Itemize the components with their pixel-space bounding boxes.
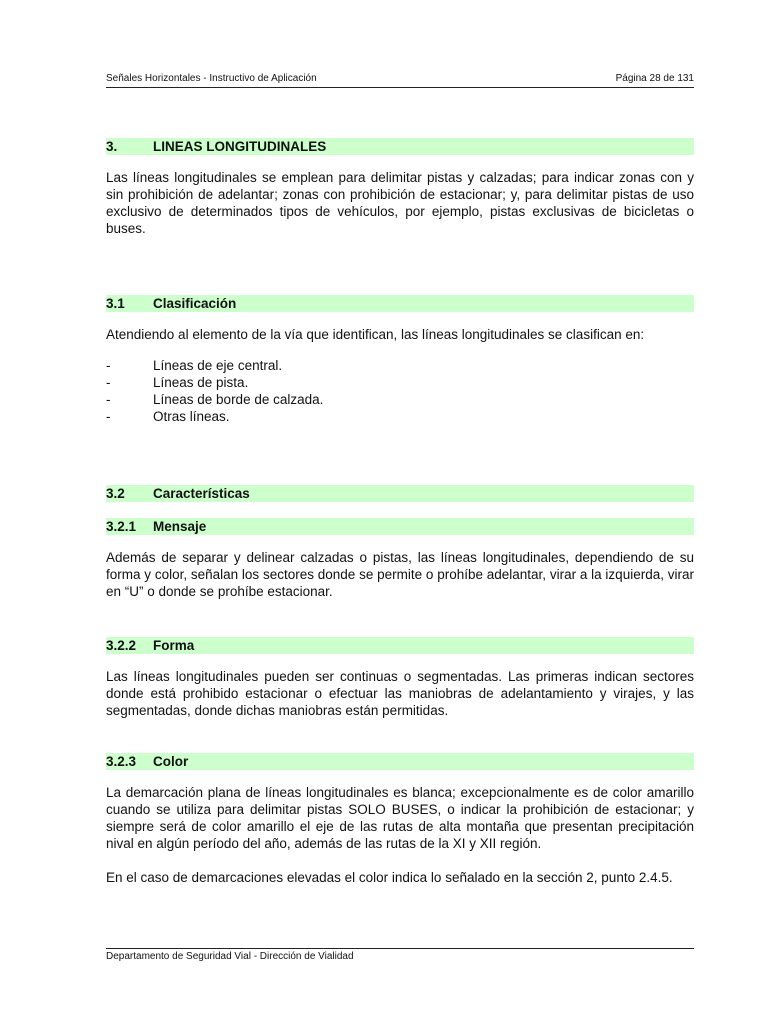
section-3-2-2-paragraph: Las líneas longitudinales pueden ser continuas o segmentadas. Las primeras indican sectores donde está prohibido estacionar o efectuar las maniobras de adelantamiento y virajes, y las segmentadas, donde dichas maniobras están permitidas. [106, 669, 694, 718]
section-heading-3-2-3 [106, 753, 694, 770]
section-number: 3.2.1 [106, 519, 137, 534]
section-title: Forma [153, 638, 195, 653]
header-document-title: Señales Horizontales - Instructivo de Aplicación [106, 73, 317, 84]
section-heading-3-1 [106, 295, 694, 312]
list-item-text: Líneas de borde de calzada. [153, 392, 324, 407]
section-number: 3.1 [106, 296, 125, 311]
section-number: 3.2 [106, 486, 125, 501]
list-item-text: Líneas de eje central. [153, 358, 283, 373]
section-title: Características [153, 486, 250, 501]
section-heading-3 [106, 138, 694, 155]
section-3-1-intro: Atendiendo al elemento de la vía que identifican, las líneas longitudinales se clasifican en: [106, 327, 645, 342]
section-heading-3-2-1 [106, 518, 694, 535]
list-item-text: Líneas de pista. [153, 375, 249, 390]
section-title: Mensaje [153, 519, 207, 534]
list-item [106, 357, 694, 374]
dash-bullet: - [106, 392, 111, 407]
footer-department: Departamento de Seguridad Vial - Dirección de Vialidad [106, 951, 354, 962]
page-footer [106, 948, 694, 964]
classification-list [106, 357, 694, 425]
section-heading-3-2 [106, 485, 694, 502]
section-number: 3.2.2 [106, 638, 137, 653]
page-header [106, 72, 694, 88]
section-heading-3-2-2 [106, 637, 694, 654]
section-3-2-3-paragraph-2: En el caso de demarcaciones elevadas el color indica lo señalado en la sección 2, punto 2.4.5. [106, 870, 673, 885]
dash-bullet: - [106, 358, 111, 373]
header-page-number: Página 28 de 131 [615, 73, 694, 84]
section-number: 3.2.3 [106, 754, 137, 769]
list-item-text: Otras líneas. [153, 409, 230, 424]
section-title: Clasificación [153, 296, 237, 311]
dash-bullet: - [106, 375, 111, 390]
section-number: 3. [106, 139, 118, 154]
section-3-paragraph: Las líneas longitudinales se emplean para delimitar pistas y calzadas; para indicar zonas con y sin prohibición de adelantar; zonas con prohibición de estacionar; y, para delimitar pistas de uso exclusivo de determinados tipos de vehículos, por ejemplo, pistas exclusivas de bicicletas o buses. [106, 170, 694, 236]
list-item [106, 374, 694, 391]
list-item [106, 391, 694, 408]
section-3-2-1-paragraph: Además de separar y delinear calzadas o pistas, las líneas longitudinales, dependiendo de su forma y color, señalan los sectores donde se permite o prohíbe adelantar, virar a la izquierda, virar en “U” o donde se prohíbe estacionar. [106, 550, 694, 599]
page-content [106, 138, 694, 886]
section-title: Color [153, 754, 189, 769]
list-item [106, 408, 694, 425]
section-title: LINEAS LONGITUDINALES [153, 139, 327, 154]
section-3-2-3-paragraph-1: La demarcación plana de líneas longitudinales es blanca; excepcionalmente es de color amarillo cuando se utiliza para delimitar pistas SOLO BUSES, o indicar la prohibición de estacionar; y siempre será de color amarillo el eje de las rutas de alta montaña que presentan precipitación nival en algún período del año, además de las rutas de la XI y XII región. [106, 785, 694, 851]
dash-bullet: - [106, 409, 111, 424]
